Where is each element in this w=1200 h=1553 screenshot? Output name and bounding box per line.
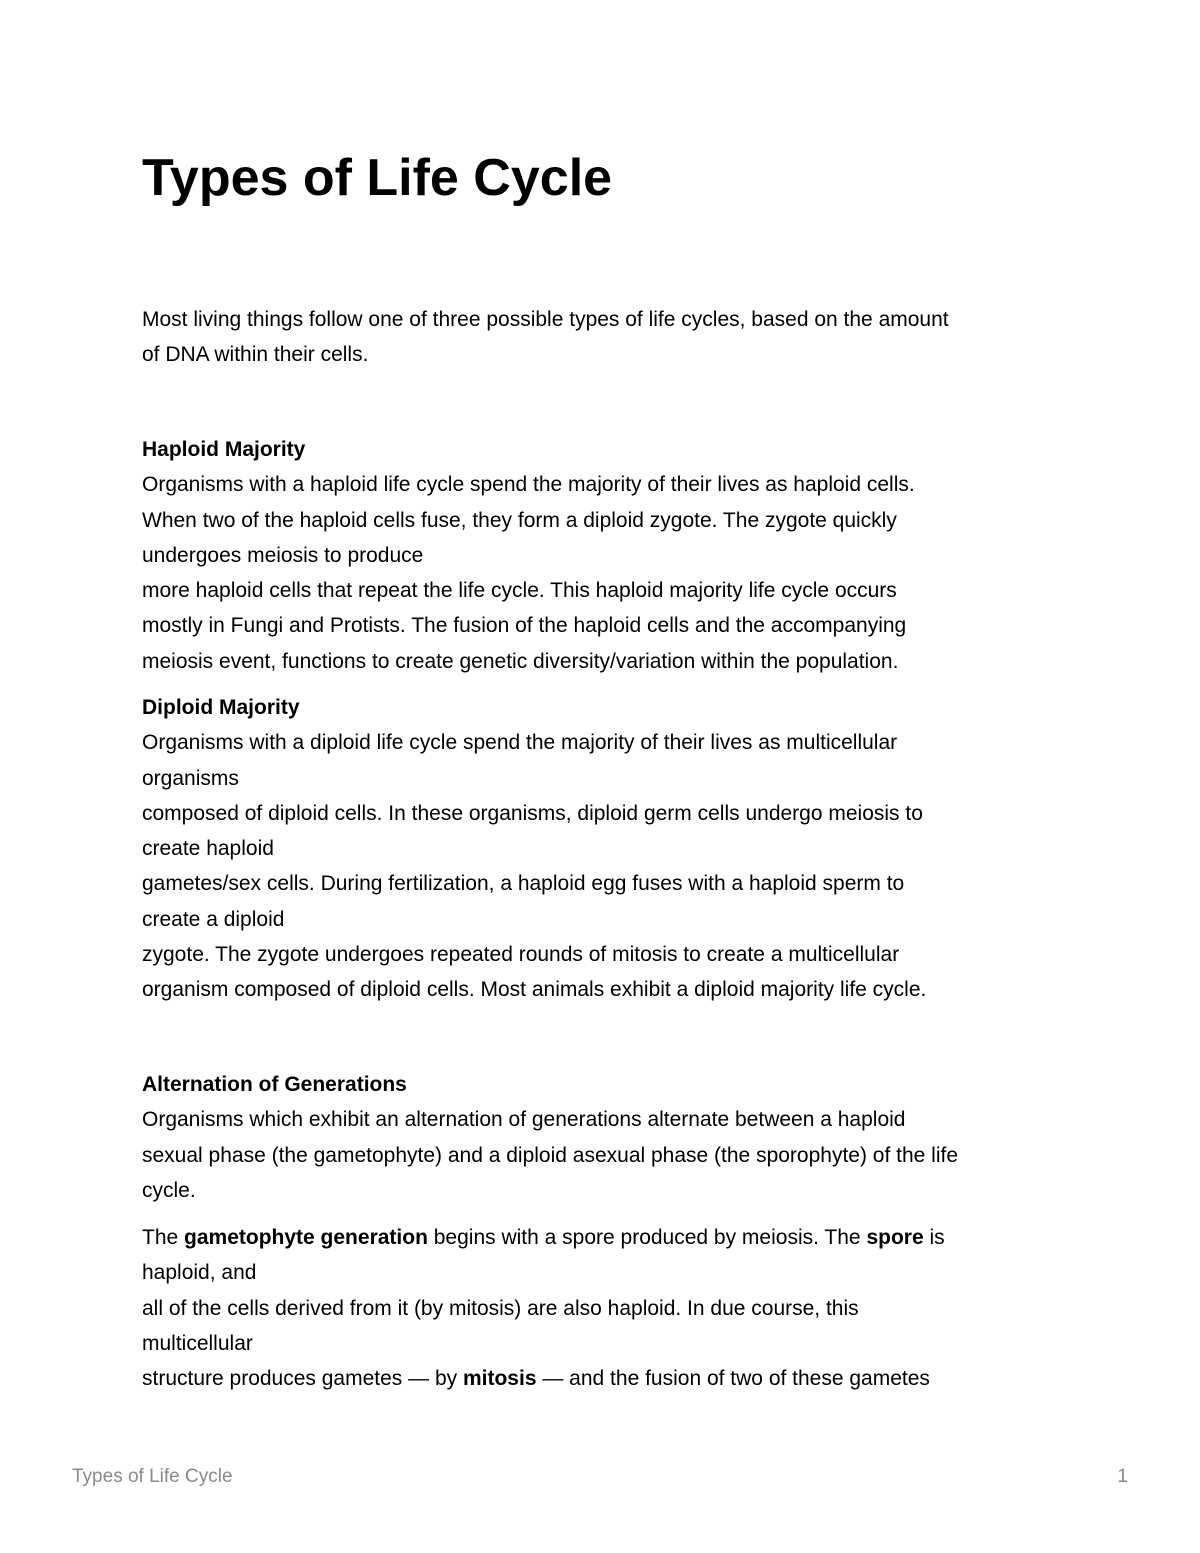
footer-page-number: 1 [1117,1466,1128,1487]
text-run: is [923,1226,945,1249]
alternation-line: sexual phase (the gametophyte) and a diploid asexual phase (the sporophyte) of the life [142,1143,959,1167]
diploid-line: organism composed of diploid cells. Most animals exhibit a diploid majority life cycle. [142,978,927,1002]
diploid-line: Organisms with a diploid life cycle spend the majority of their lives as multicellular [142,731,898,755]
diploid-section [142,690,926,1008]
gametophyte-line: multicellular [142,1331,253,1355]
gametophyte-line: haploid, and [142,1261,257,1285]
haploid-line: more haploid cells that repeat the life cycle. This haploid majority life cycle occurs [142,579,897,603]
alternation-line: cycle. [142,1178,196,1202]
diploid-line: organisms [142,766,239,790]
diploid-line: zygote. The zygote undergoes repeated rounds of mitosis to create a multicellular [142,943,900,967]
diploid-line: create haploid [142,837,274,861]
bold-term-spore: spore [866,1226,924,1249]
bold-term-gametophyte-generation: gametophyte generation [184,1226,428,1249]
gametophyte-paragraph [142,1220,945,1396]
alternation-line: Organisms which exhibit an alternation of generations alternate between a haploid [142,1108,906,1132]
text-run: structure produces gametes — by [142,1367,463,1391]
haploid-line: meiosis event, functions to create genetic diversity/variation within the population. [142,649,899,673]
alternation-heading: Alternation of Generations [142,1073,407,1096]
text-run: The [142,1226,185,1249]
intro-line: of DNA within their cells. [142,343,369,367]
gametophyte-line: all of the cells derived from it (by mitosis) are also haploid. In due course, this [142,1296,859,1320]
haploid-section [142,432,915,679]
footer-title: Types of Life Cycle [72,1466,233,1487]
haploid-line: undergoes meiosis to produce [142,543,424,567]
diploid-line: create a diploid [142,907,285,931]
haploid-line: When two of the haploid cells fuse, they form a diploid zygote. The zygote quickly [142,508,897,532]
intro-paragraph [142,302,949,373]
haploid-heading: Haploid Majority [142,438,306,461]
alternation-section [142,1067,958,1208]
text-run: — and the fusion of two of these gametes [536,1367,930,1391]
bold-term-mitosis: mitosis [462,1367,537,1391]
haploid-line: mostly in Fungi and Protists. The fusion of the haploid cells and the accompanying [142,614,907,638]
haploid-line: Organisms with a haploid life cycle spend the majority of their lives as haploid cells. [142,473,915,497]
diploid-heading: Diploid Majority [142,696,300,719]
intro-line: Most living things follow one of three possible types of life cycles, based on the amount [142,308,949,331]
document-title: Types of Life Cycle [142,149,613,207]
text-run: begins with a spore produced by meiosis. The [427,1226,867,1249]
diploid-line: composed of diploid cells. In these organisms, diploid germ cells undergo meiosis to [142,801,923,825]
gametophyte-line [142,1220,945,1255]
diploid-line: gametes/sex cells. During fertilization, a haploid egg fuses with a haploid sperm to [142,872,905,896]
gametophyte-line [142,1361,945,1396]
